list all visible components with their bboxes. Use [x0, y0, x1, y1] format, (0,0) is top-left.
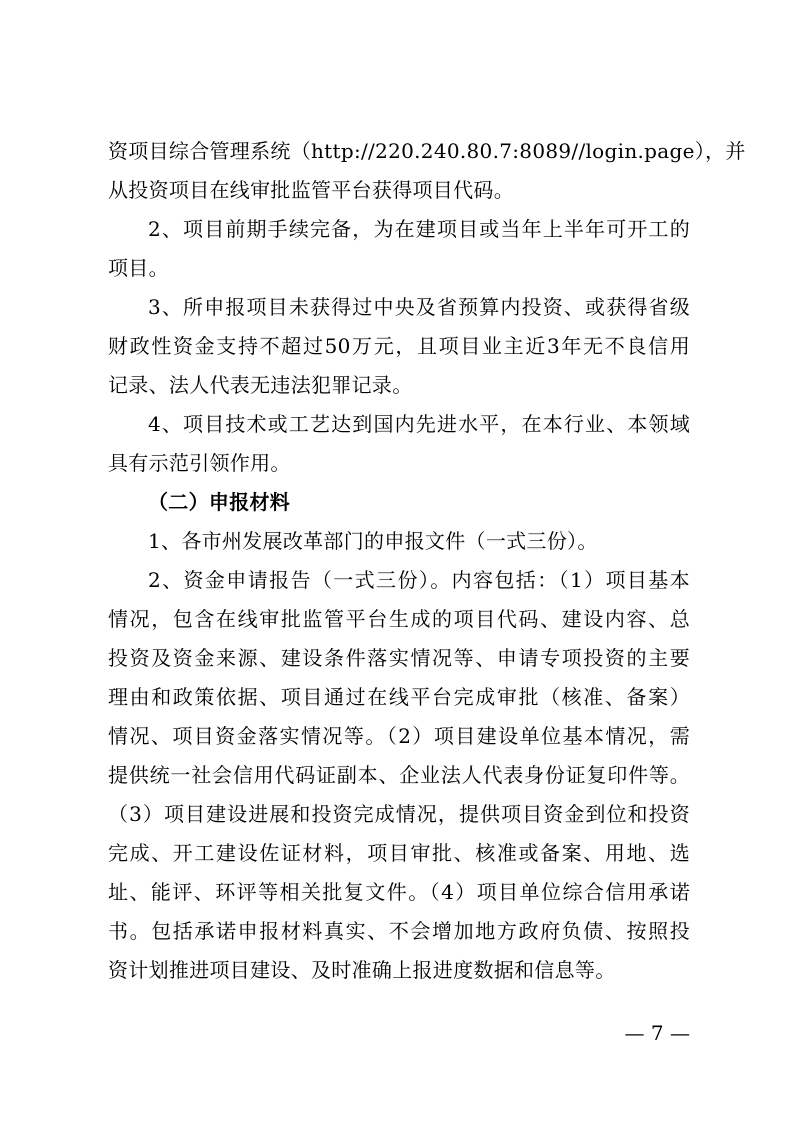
text-line: 项目。 — [108, 256, 169, 280]
text-line: 财政性资金支持不超过50万元，且项目业主近3年无不良信用 — [108, 334, 690, 358]
text-line: 从投资项目在线审批监管平台获得项目代码。 — [108, 178, 514, 202]
text-line: 2、项目前期手续完备，为在建项目或当年上半年可开工的 — [148, 217, 690, 241]
text-line: 2、资金申请报告（一式三份）。内容包括：（1）项目基本 — [148, 568, 690, 592]
text-line: 理由和政策依据、项目通过在线平台完成审批（核准、备案） — [108, 685, 690, 709]
text-line: 3、所申报项目未获得过中央及省预算内投资、或获得省级 — [148, 295, 690, 319]
text-line: 具有示范引领作用。 — [108, 451, 291, 475]
text-line: 情况、项目资金落实情况等。（2）项目建设单位基本情况，需 — [108, 724, 690, 748]
text-line: 资计划推进项目建设、及时准确上报进度数据和信息等。 — [108, 958, 616, 982]
text-line: 址、能评、环评等相关批复文件。（4）项目单位综合信用承诺 — [108, 880, 690, 904]
page-number: — 7 — — [624, 1021, 690, 1045]
section-heading: （二）申报材料 — [148, 490, 291, 514]
text-line: 1、各市州发展改革部门的申报文件（一式三份）。 — [148, 529, 598, 553]
text-line: 资项目综合管理系统（http://220.240.80.7:8089//login.page），并 — [108, 139, 746, 163]
text-line: 提供统一社会信用代码证副本、企业法人代表身份证复印件等。 — [108, 763, 690, 787]
text-line: 记录、法人代表无违法犯罪记录。 — [108, 373, 413, 397]
text-line: 4、项目技术或工艺达到国内先进水平，在本行业、本领域 — [148, 412, 690, 436]
text-line: （3）项目建设进展和投资完成情况，提供项目资金到位和投资 — [108, 802, 690, 826]
text-line: 投资及资金来源、建设条件落实情况等、申请专项投资的主要 — [108, 646, 690, 670]
text-line: 书。包括承诺申报材料真实、不会增加地方政府负债、按照投 — [108, 919, 690, 943]
text-line: 情况，包含在线审批监管平台生成的项目代码、建设内容、总 — [108, 607, 690, 631]
text-line: 完成、开工建设佐证材料，项目审批、核准或备案、用地、选 — [108, 841, 690, 865]
